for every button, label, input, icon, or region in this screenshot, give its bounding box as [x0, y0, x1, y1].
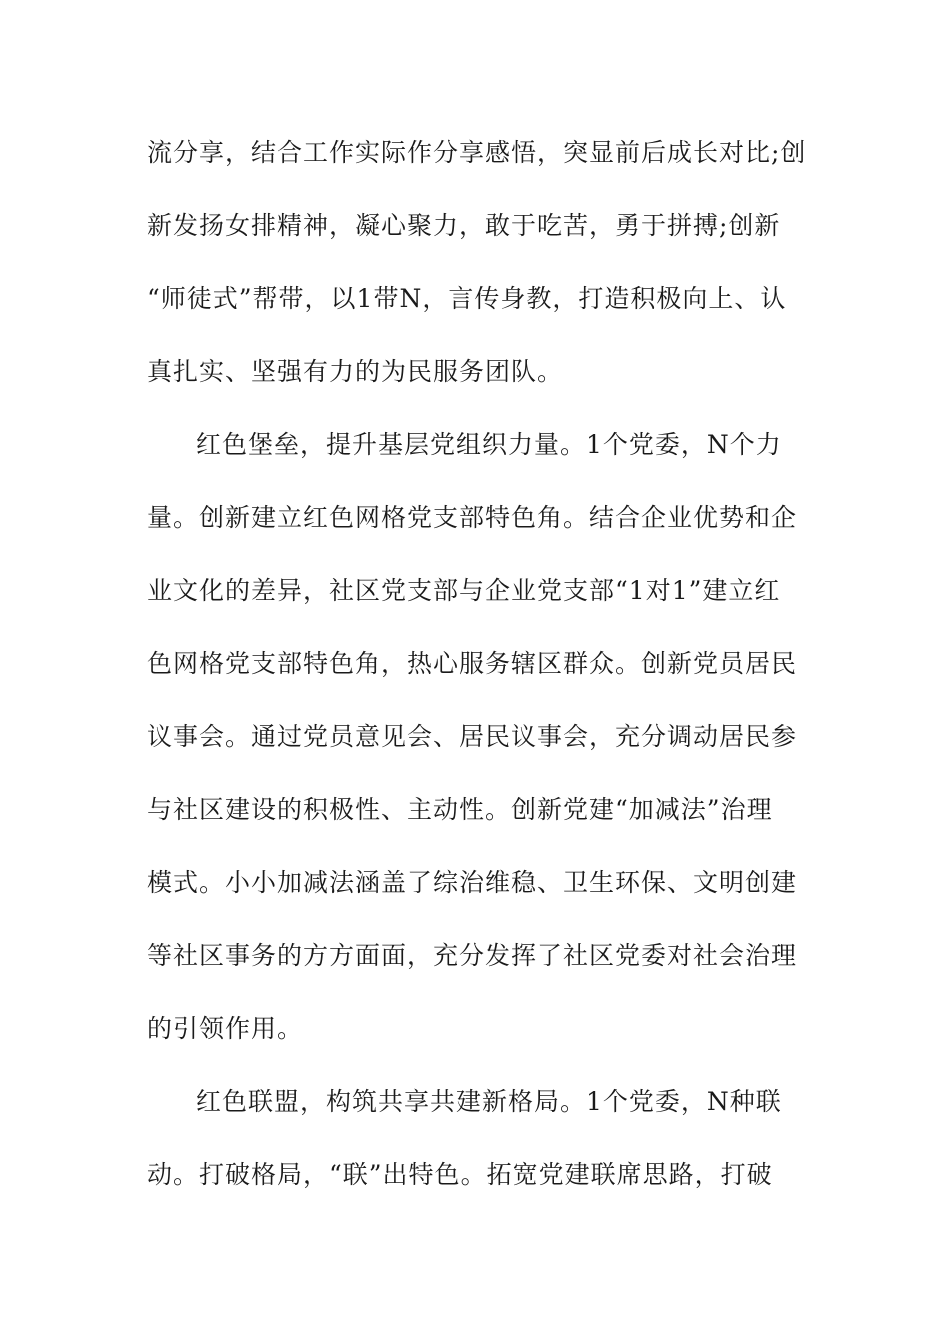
- text-line: 动。打破格局，“联”出特色。拓宽党建联席思路，打破: [147, 1160, 773, 1189]
- text-line: 量。创新建立红色网格党支部特色角。结合企业优势和企: [147, 503, 798, 532]
- text-line: 色网格党支部特色角，热心服务辖区群众。创新党员居民: [147, 649, 798, 678]
- paragraph-first-line: 红色联盟，构筑共享共建新格局。1个党委，N种联: [196, 1087, 782, 1116]
- text-line: 等社区事务的方方面面，充分发挥了社区党委对社会治理: [147, 941, 798, 970]
- text-line: 议事会。通过党员意见会、居民议事会，充分调动居民参: [147, 722, 798, 751]
- text-line: 模式。小小加减法涵盖了综治维稳、卫生环保、文明创建: [147, 868, 798, 897]
- text-line: 真扎实、坚强有力的为民服务团队。: [147, 357, 564, 386]
- text-line: “师徒式”帮带，以1带N，言传身教，打造积极向上、认: [147, 284, 787, 313]
- text-line: 业文化的差异，社区党支部与企业党支部“1对1”建立红: [147, 576, 781, 605]
- text-line: 新发扬女排精神，凝心聚力，敢于吃苦，勇于拼搏;创新: [147, 211, 781, 240]
- text-line: 流分享，结合工作实际作分享感悟，突显前后成长对比;创: [147, 138, 807, 167]
- text-line: 与社区建设的积极性、主动性。创新党建“加减法”治理: [147, 795, 773, 824]
- text-line: 的引领作用。: [147, 1014, 304, 1043]
- paragraph-first-line: 红色堡垒，提升基层党组织力量。1个党委，N个力: [196, 430, 782, 459]
